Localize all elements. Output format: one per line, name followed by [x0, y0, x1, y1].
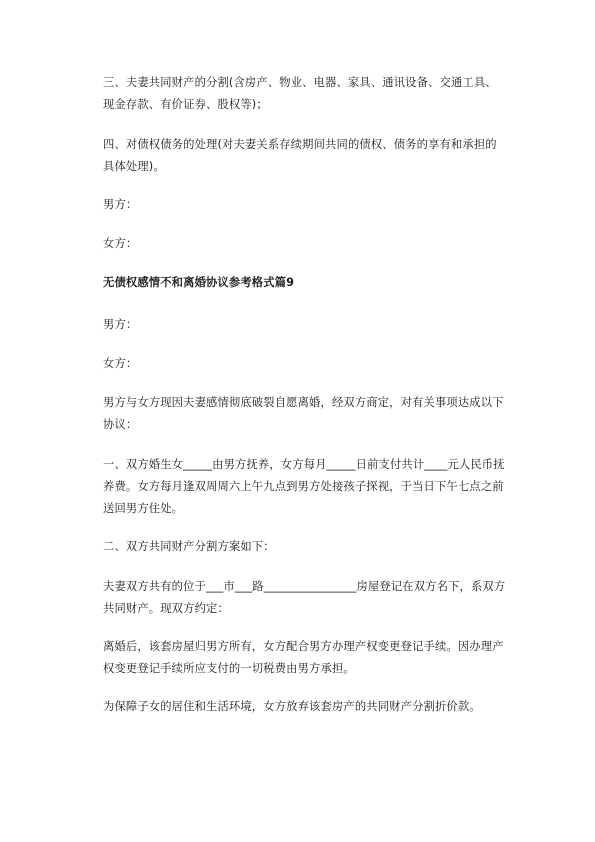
paragraph-husband-label: 男方： — [103, 198, 138, 211]
paragraph-waiver: 为保障子女的居住和生活环境，女方放弃该套房产的共同财产分割折价款。 — [103, 700, 481, 713]
paragraph-wife-label-2: 女方： — [103, 357, 138, 370]
paragraph-property-plan-heading: 二、双方共同财产分割方案如下： — [103, 540, 275, 553]
paragraph-debt-handling: 四、对债权债务的处理(对夫妻关系存续期间共同的债权、债务的享有和承担的具体处理)。 — [103, 138, 497, 173]
paragraph-shared-house: 夫妻双方共有的位于___市___路________________房屋登记在双方名下，系双方共同财产。现双方约定： — [103, 580, 506, 615]
paragraph-agreement-intro: 男方与女方现因夫妻感情彻底破裂自愿离婚，经双方商定，对有关事项达成以下协议： — [103, 396, 504, 431]
paragraph-property-division: 三、夫妻共同财产的分割(含房产、物业、电器、家具、通讯设备、交通工具、现金存款、有价证券、股权等)； — [103, 76, 497, 111]
section-heading: 无债权感情不和离婚协议参考格式篇9 — [103, 276, 295, 289]
paragraph-child-custody: 一、双方婚生女_____由男方抚养，女方每月_____日前支付共计____元人民币抚养费。女方每月逢双周周六上午九点到男方处接孩子探视，于当日下午七点之前送回男方住处。 — [103, 458, 505, 515]
paragraph-husband-label-2: 男方： — [103, 318, 138, 331]
paragraph-house-ownership: 离婚后，该套房屋归男方所有，女方配合男方办理产权变更登记手续。因办理产权变更登记手续所应支付的一切税费由男方承担。 — [103, 640, 504, 675]
paragraph-wife-label: 女方： — [103, 237, 138, 250]
